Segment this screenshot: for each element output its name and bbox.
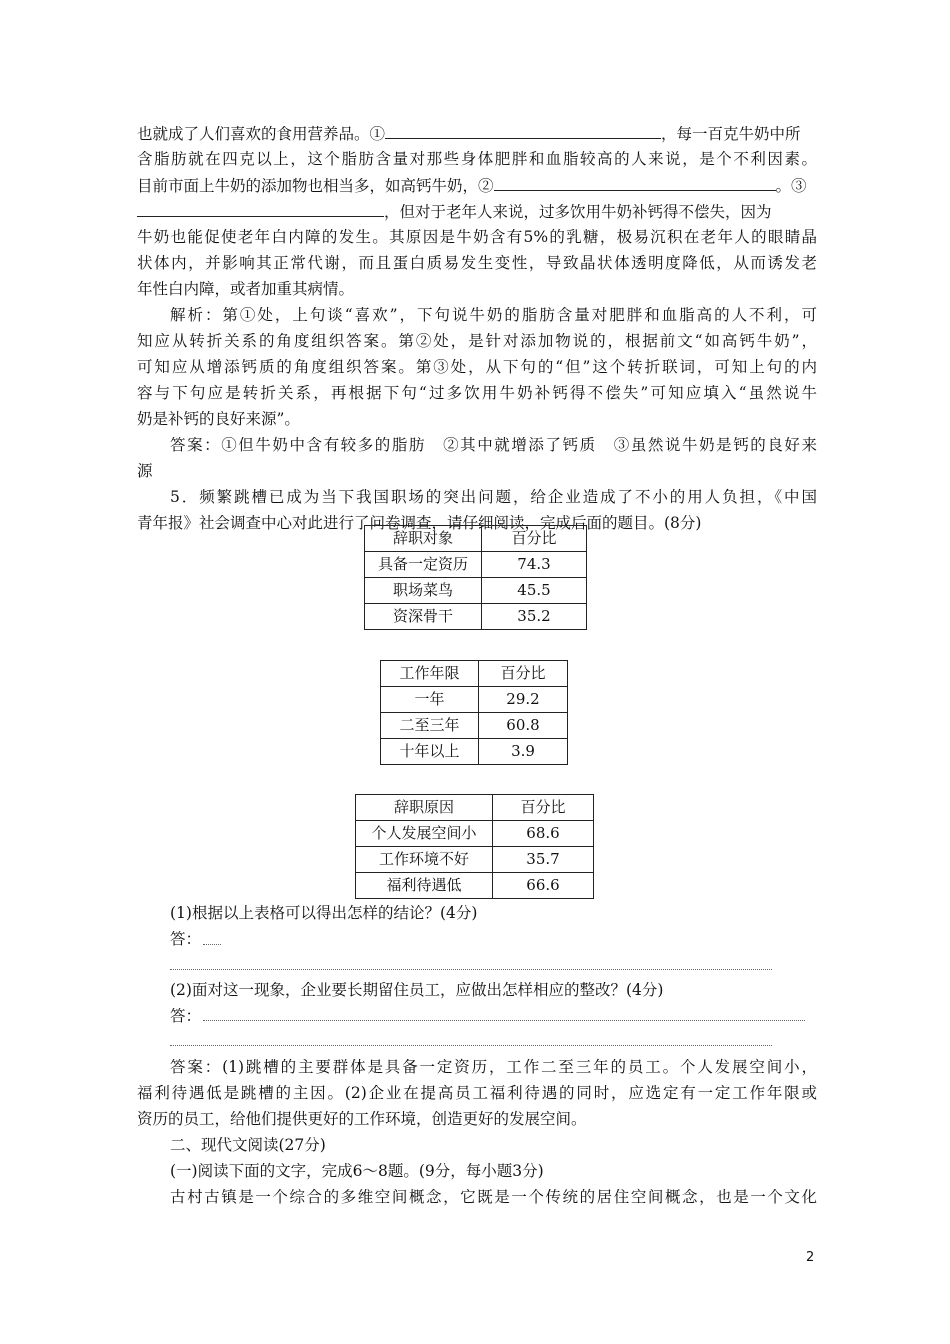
resign-target-table [364,525,587,630]
table-cell: 十年以上 [381,739,479,765]
analysis-line-5: 奶是补钙的良好来源”。 [137,410,300,428]
answer4-line-1: 答案：①但牛奶中含有较多的脂肪 ②其中就增添了钙质 ③虽然说牛奶是钙的良好来 [170,436,817,454]
answer4-line-2: 源 [137,462,153,480]
table-header: 辞职原因 [356,795,493,821]
answer-blank-3 [137,198,384,217]
table-cell: 福利待遇低 [356,873,493,899]
question5-line-1: 5．频繁跳槽已成为当下我国职场的突出问题，给企业造成了不小的用人负担，《中国 [170,488,817,506]
question5-line-2: 青年报》社会调查中心对此进行了问卷调查，请仔细阅读，完成后面的题目。(8分) [137,514,702,532]
passage-line-1: 也就成了人们喜欢的食用营养品。① ，每一百克牛奶中所 [137,120,817,146]
passage-line-6: 状体内，并影响其正常代谢，而且蛋白质易发生变性，导致晶状体透明度降低，从而诱发老 [137,254,817,272]
page-number: 2 [806,1250,815,1265]
table-cell: 一年 [381,687,479,713]
analysis-line-2: 知应从转折关系的角度组织答案。第②处，是针对添加物说的，根据前文“如高钙牛奶”， [137,332,817,350]
answer-label-1: 答： [170,930,202,948]
table-cell: 45.5 [482,578,587,604]
answer5-line-1: 答案：(1)跳槽的主要群体是具备一定资历，工作二至三年的员工。个人发展空间小， [170,1058,817,1076]
passage-line-3: 目前市面上牛奶的添加物也相当多，如高钙牛奶，② 。③ [137,172,817,198]
table-row [381,661,568,687]
table-row [365,578,587,604]
passage-line-7: 年性白内障，或者加重其病情。 [137,280,355,298]
table-header: 百分比 [482,526,587,552]
table-header: 辞职对象 [365,526,482,552]
answer-dots-line-1 [170,969,772,970]
passage-line-5: 牛奶也能促使老年白内障的发生。其原因是牛奶含有5%的乳糖，极易沉积在老年人的眼睛晶 [137,228,817,246]
table-cell: 工作环境不好 [356,847,493,873]
analysis-line-3: 可知应从增添钙质的角度组织答案。第③处，从下句的“但”这个转折联词，可知上句的内 [137,358,817,376]
table-cell: 3.9 [479,739,568,765]
answer-dots-short [203,944,221,945]
answer-label-2: 答： [170,1007,202,1025]
table-cell: 二至三年 [381,713,479,739]
table-row [365,526,587,552]
table-header: 工作年限 [381,661,479,687]
section2-text-line-1: 古村古镇是一个综合的多维空间概念，它既是一个传统的居住空间概念，也是一个文化 [170,1188,817,1206]
analysis-line-4: 容与下句应是转折关系，再根据下句“过多饮用牛奶补钙得不偿失”可知应填入“虽然说牛 [137,384,817,402]
table-header: 百分比 [493,795,594,821]
table-row [381,739,568,765]
table-cell: 个人发展空间小 [356,821,493,847]
subquestion-2: (2)面对这一现象，企业要长期留住员工，应做出怎样相应的整改？(4分) [170,981,664,999]
table-cell: 29.2 [479,687,568,713]
work-years-table [380,660,568,765]
section2-subtitle: (一)阅读下面的文字，完成6～8题。(9分，每小题3分) [170,1162,544,1180]
passage-line-2: 含脂肪就在四克以上，这个脂肪含量对那些身体肥胖和血脂较高的人来说，是个不利因素。 [137,150,817,168]
table-row [356,847,594,873]
table-cell: 35.2 [482,604,587,630]
table-row [356,795,594,821]
table-cell: 74.3 [482,552,587,578]
table-cell: 具备一定资历 [365,552,482,578]
answer-blank-1 [385,120,661,139]
answer-dots-line-3 [170,1045,772,1046]
table-cell: 资深骨干 [365,604,482,630]
table-cell: 66.6 [493,873,594,899]
table-cell: 68.6 [493,821,594,847]
table-cell: 60.8 [479,713,568,739]
answer-blank-2 [494,172,776,191]
answer5-line-3: 资历的员工，给他们提供更好的工作环境，创造更好的发展空间。 [137,1110,587,1128]
answer-dots-line-2 [203,1020,805,1021]
passage-line-4: ，但对于老年人来说，过多饮用牛奶补钙得不偿失，因为 [137,198,817,224]
table-row [356,873,594,899]
table-row [356,821,594,847]
table-cell: 35.7 [493,847,594,873]
table-row [381,687,568,713]
table-cell: 职场菜鸟 [365,578,482,604]
table-row [381,713,568,739]
analysis-line-1: 解析：第①处，上句谈“喜欢”，下句说牛奶的脂肪含量对肥胖和血脂高的人不利，可 [170,306,817,324]
table-header: 百分比 [479,661,568,687]
resign-reason-table [355,794,594,899]
section2-title: 二、现代文阅读(27分) [170,1136,326,1154]
answer5-line-2: 福利待遇低是跳槽的主因。(2)企业在提高员工福利待遇的同时，应选定有一定工作年限或 [137,1084,817,1102]
subquestion-1: (1)根据以上表格可以得出怎样的结论？(4分) [170,904,478,922]
table-row [365,604,587,630]
table-row [365,552,587,578]
